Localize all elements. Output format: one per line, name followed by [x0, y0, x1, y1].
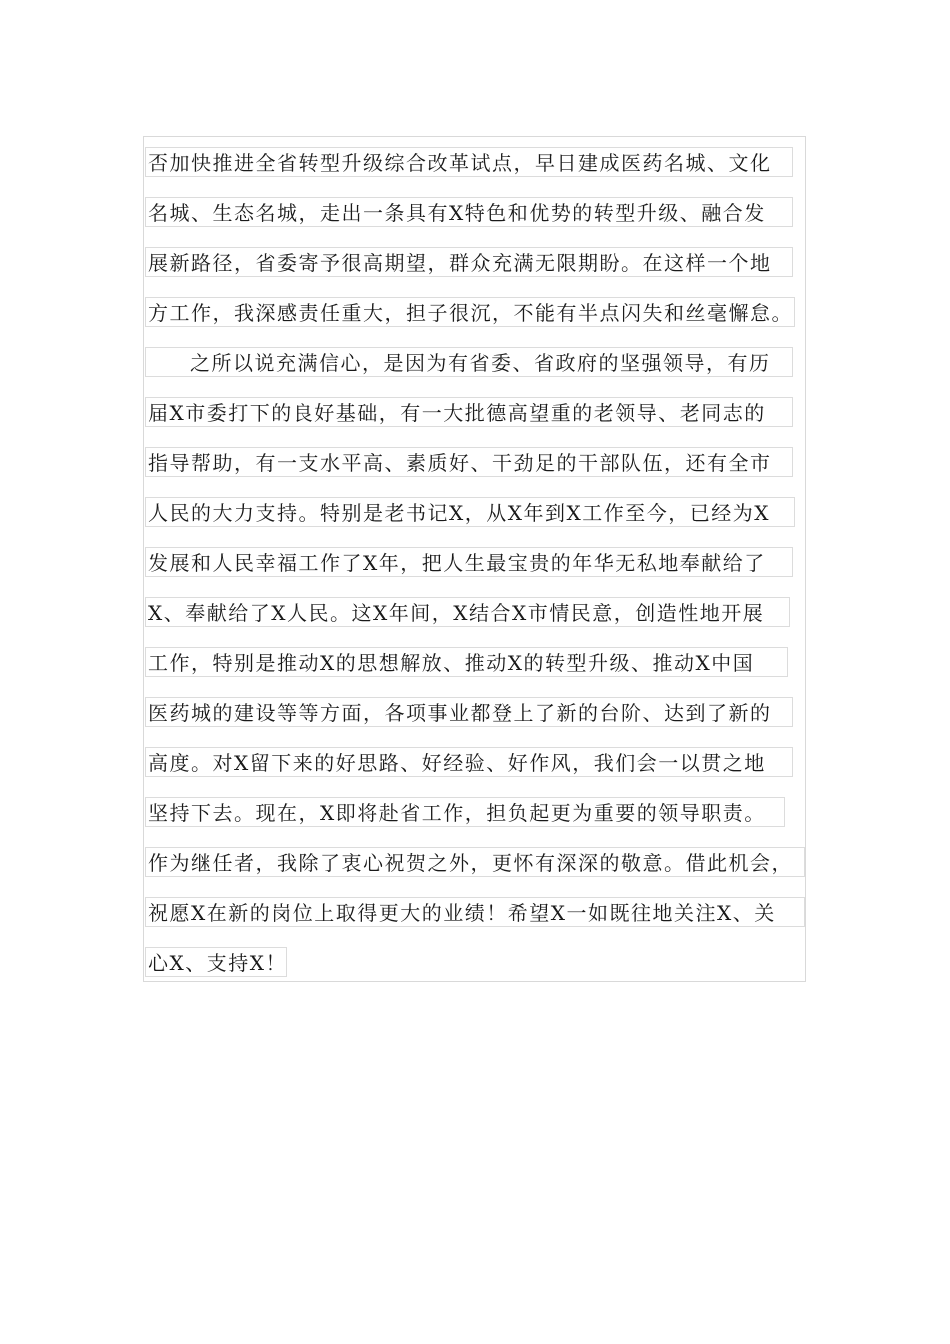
- text-line: 方工作，我深感责任重大，担子很沉，不能有半点闪失和丝毫懈怠。: [145, 297, 795, 327]
- text-line: 高度。对X留下来的好思路、好经验、好作风，我们会一以贯之地: [145, 747, 793, 777]
- text-line: 坚持下去。现在，X即将赴省工作，担负起更为重要的领导职责。: [145, 797, 785, 827]
- text-line: 人民的大力支持。特别是老书记X，从X年到X工作至今，已经为X: [145, 497, 795, 527]
- text-line: 发展和人民幸福工作了X年，把人生最宝贵的年华无私地奉献给了: [145, 547, 793, 577]
- text-line: 展新路径，省委寄予很高期望，群众充满无限期盼。在这样一个地: [145, 247, 793, 277]
- text-line: 祝愿X在新的岗位上取得更大的业绩！希望X一如既往地关注X、关: [145, 897, 805, 927]
- text-line: X、奉献给了X人民。这X年间，X结合X市情民意，创造性地开展: [145, 597, 790, 627]
- text-line: 指导帮助，有一支水平高、素质好、干劲足的干部队伍，还有全市: [145, 447, 793, 477]
- text-line: 届X市委打下的良好基础，有一大批德高望重的老领导、老同志的: [145, 397, 793, 427]
- text-line: 心X、支持X！: [145, 947, 287, 977]
- text-line: 作为继任者，我除了衷心祝贺之外，更怀有深深的敬意。借此机会，: [145, 847, 805, 877]
- text-line: 否加快推进全省转型升级综合改革试点，早日建成医药名城、文化: [145, 147, 793, 177]
- text-line: 名城、生态名城，走出一条具有X特色和优势的转型升级、融合发: [145, 197, 793, 227]
- text-line: 工作，特别是推动X的思想解放、推动X的转型升级、推动X中国: [145, 647, 788, 677]
- paragraph-start-line: 之所以说充满信心，是因为有省委、省政府的坚强领导，有历: [145, 347, 793, 377]
- text-line: 医药城的建设等等方面，各项事业都登上了新的台阶、达到了新的: [145, 697, 793, 727]
